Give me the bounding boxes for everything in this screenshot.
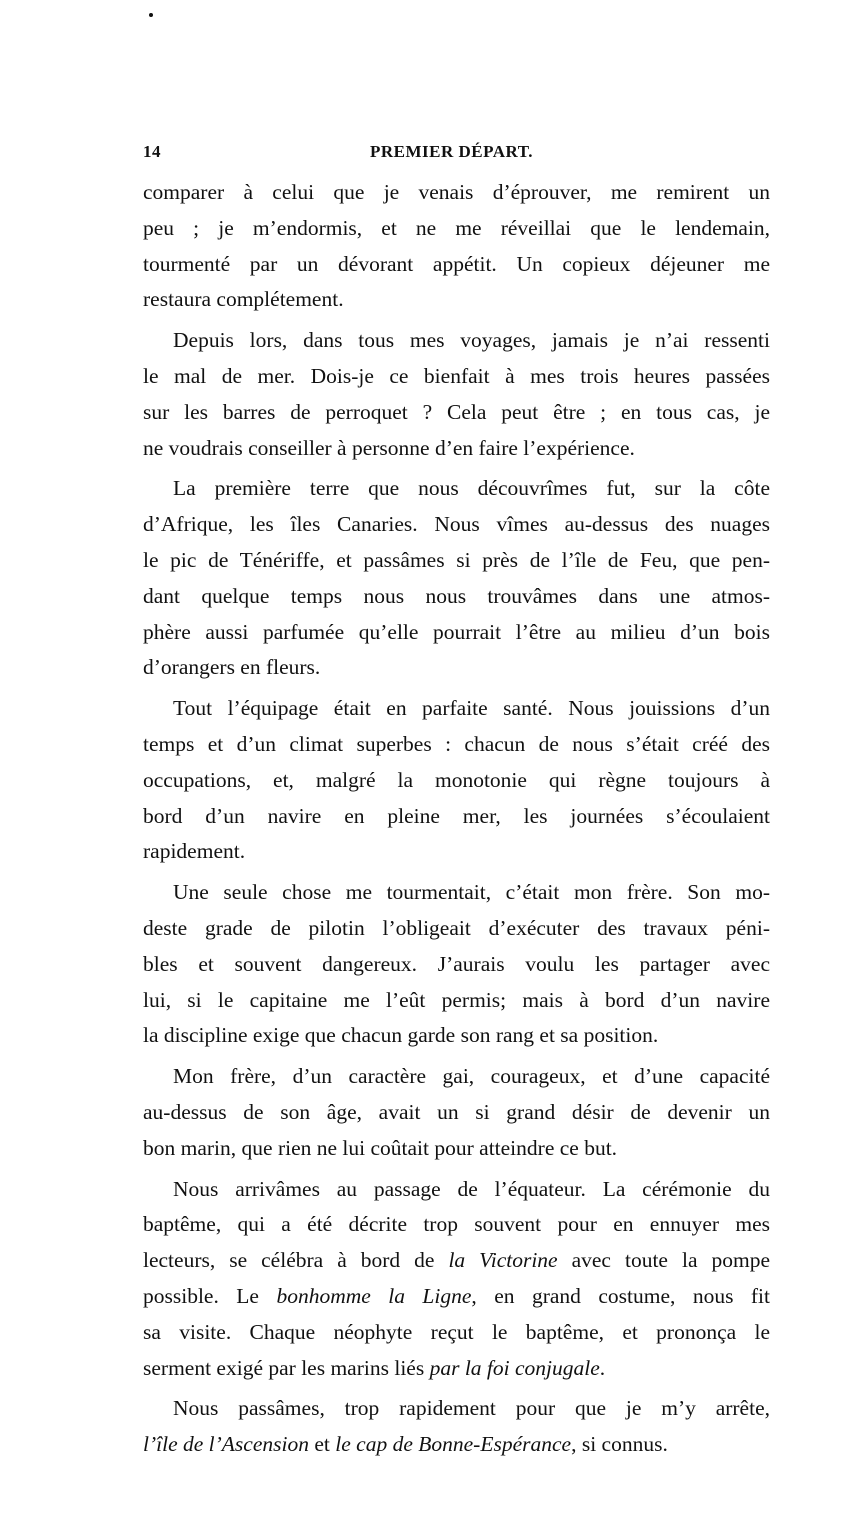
text-line: au-dessus de son âge, avait un si grand désir de devenir un	[143, 1099, 770, 1124]
text-line: le mal de mer. Dois-je ce bienfait à mes trois heures passées	[143, 363, 770, 388]
paragraph	[143, 1391, 770, 1463]
scan-speck	[149, 13, 153, 17]
italic-phrase: l’île de l’Ascension	[143, 1432, 309, 1457]
text-line: la discipline exige que chacun garde son rang et sa position.	[143, 1023, 659, 1048]
text-line: temps et d’un climat superbes : chacun de nous s’était créé des	[143, 731, 770, 756]
italic-phrase: la Victorine	[448, 1248, 558, 1273]
text-line: phère aussi parfumée qu’elle pourrait l’être au milieu d’un bois	[143, 619, 770, 644]
paragraph	[143, 323, 770, 466]
body-text	[143, 175, 770, 1468]
text-line: possible. Le bonhomme la Ligne, en grand costume, nous fit	[143, 1283, 771, 1308]
paragraph	[143, 471, 770, 686]
italic-phrase: par la foi conjugale	[429, 1355, 600, 1380]
italic-phrase: le cap de Bonne-Espérance	[335, 1432, 572, 1457]
italic-phrase: bonhomme la Ligne	[276, 1283, 472, 1308]
text-line: restaura complétement.	[143, 287, 344, 312]
page-number: 14	[143, 142, 161, 161]
text-line: occupations, et, malgré la monotonie qui règne toujours à	[143, 767, 770, 792]
text-line: bord d’un navire en pleine mer, les journées s’écoulaient	[143, 803, 770, 828]
text-line: Tout l’équipage était en parfaite santé. Nous jouissions d’un	[173, 696, 770, 721]
text-line: dant quelque temps nous nous trouvâmes dans une atmos-	[143, 583, 770, 608]
text-line: d’orangers en fleurs.	[143, 655, 321, 680]
text-line: lecteurs, se célébra à bord de la Victorine avec toute la pompe	[143, 1248, 770, 1273]
text-line: comparer à celui que je venais d’éprouver, me remirent un	[143, 180, 770, 204]
text-line: serment exigé par les marins liés par la foi conjugale.	[143, 1355, 606, 1380]
text-line: Mon frère, d’un caractère gai, courageux, et d’une capacité	[173, 1064, 770, 1089]
text-line: La première terre que nous découvrîmes fut, sur la côte	[173, 476, 770, 501]
text-line: peu ; je m’endormis, et ne me réveillai que le lendemain,	[143, 215, 770, 240]
text-line: l’île de l’Ascension et le cap de Bonne-Espérance, si connus.	[143, 1432, 668, 1457]
text-line: Depuis lors, dans tous mes voyages, jamais je n’ai ressenti	[173, 328, 770, 353]
text-line: bon marin, que rien ne lui coûtait pour atteindre ce but.	[143, 1135, 618, 1160]
text-line: ne voudrais conseiller à personne d’en faire l’expérience.	[143, 435, 635, 460]
text-line: le pic de Ténériffe, et passâmes si près de l’île de Feu, que pen-	[143, 547, 770, 572]
paragraph	[143, 691, 770, 870]
paragraph	[143, 1172, 770, 1387]
text-line: bles et souvent dangereux. J’aurais voulu les partager avec	[143, 951, 770, 976]
text-line: Une seule chose me tourmentait, c’était mon frère. Son mo-	[173, 880, 770, 905]
text-line: tourmenté par un dévorant appétit. Un copieux déjeuner me	[143, 251, 770, 276]
paragraph	[143, 175, 770, 318]
text-line: lui, si le capitaine me l’eût permis; mais à bord d’un navire	[143, 987, 770, 1012]
paragraph	[143, 1059, 770, 1166]
running-title: PREMIER DÉPART.	[370, 142, 534, 161]
text-line: sa visite. Chaque néophyte reçut le baptême, et prononça le	[143, 1319, 770, 1344]
text-line: Nous passâmes, trop rapidement pour que je m’y arrête,	[173, 1396, 770, 1421]
paragraph	[143, 875, 770, 1054]
text-line: rapidement.	[143, 839, 246, 864]
text-line: deste grade de pilotin l’obligeait d’exécuter des travaux péni-	[143, 915, 770, 940]
text-line: baptême, qui a été décrite trop souvent pour en ennuyer mes	[143, 1212, 770, 1237]
text-line: Nous arrivâmes au passage de l’équateur. La cérémonie du	[173, 1176, 770, 1201]
running-header	[143, 142, 770, 168]
text-line: d’Afrique, les îles Canaries. Nous vîmes au-dessus des nuages	[143, 512, 770, 537]
text-line: sur les barres de perroquet ? Cela peut être ; en tous cas, je	[143, 399, 770, 424]
